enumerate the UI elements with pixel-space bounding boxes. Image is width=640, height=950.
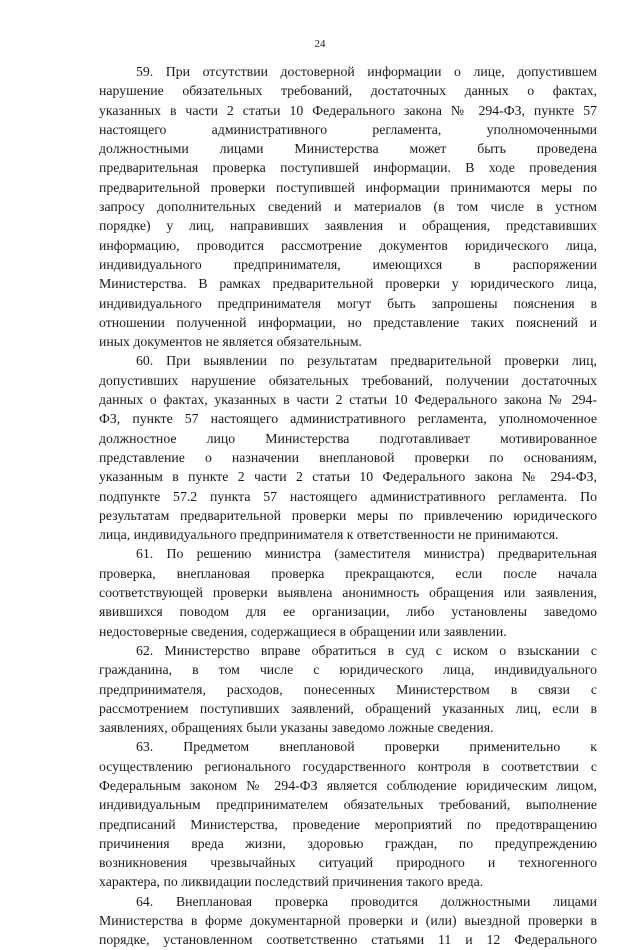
text-line: предварительная проверка поступившей информации. В ходе проведения [99,160,597,176]
text-line: характера, по ликвидации последствий причинения такого вреда. [99,874,484,890]
text-line: предписаний Министерства, проведение мероприятий по предотвращению [99,816,597,832]
text-line: явившихся поводом для ее организации, либо установлены заведомо [99,604,597,620]
text-line: представление о назначении внеплановой проверки по основаниям, [99,449,597,465]
text-line: отношении полученной информации, но представление таких пояснений и [99,314,597,330]
text-line: 61. По решению министра (заместителя министра) предварительная [136,546,597,562]
text-line: лица, индивидуального предпринимателя к ответственности не принимаются. [99,527,559,543]
text-line: индивидуального предпринимателя могут быть запрошены пояснения в [99,295,597,311]
text-line: рассмотрением поступивших заявлений, обращений указанных лиц, если в [99,700,597,716]
text-line: возникновения чрезвычайных ситуаций природного и техногенного [99,855,597,871]
text-line: причинения вреда жизни, здоровью граждан, по предупреждению [99,835,597,851]
text-line: Министерства. В рамках предварительной проверки у юридического лица, [99,276,597,292]
text-line: 63. Предметом внеплановой проверки применительно к [136,739,597,755]
paragraph-p60 [99,351,597,544]
paragraph-p61 [99,544,597,640]
text-line: заявлениях, обращениях были указаны заведомо ложные сведения. [99,720,494,736]
text-line: 60. При выявлении по результатам предварительной проверки лиц, [136,353,597,369]
text-line: должностными лицами Министерства может быть проведена [99,141,597,157]
text-line: указанных в части 2 статьи 10 Федерального закона № 294-ФЗ, пункте 57 [99,102,597,118]
text-line: 62. Министерство вправе обратиться в суд с иском о взыскании с [136,642,597,658]
text-line: подпункте 57.2 пункта 57 настоящего административного регламента. По [99,488,597,504]
page-number: 24 [314,38,326,50]
text-line: недостоверные сведения, содержащиеся в обращении или заявлении. [99,623,507,639]
text-line: гражданина, в том числе с юридического лица, индивидуального [99,662,597,678]
text-line: порядке) у лиц, направивших заявления и обращения, представивших [99,218,597,234]
text-line: результатам предварительной проверки меры по привлечению юридического [99,507,597,523]
text-line: 64. Внеплановая проверка проводится должностными лицами [136,893,597,909]
text-line: индивидуальным предпринимателем обязательных требований, выполнение [99,797,597,813]
text-line: индивидуального предпринимателя, имеющихся в распоряжении [99,256,597,272]
text-line: проверка, внеплановая проверка прекращаются, если после начала [99,565,597,581]
paragraph-p64 [99,892,597,950]
text-line: предпринимателя, расходов, понесенных Министерством в связи с [99,681,597,697]
text-line: соответствующей проверки выявлена анонимность обращения или заявления, [99,585,597,601]
text-line: ФЗ, пункте 57 настоящего административного регламента, уполномоченное [99,411,597,427]
text-line: данных о фактах, указанных в части 2 статьи 10 Федерального закона № 294- [99,392,597,408]
text-line: должностное лицо Министерства подготавливает мотивированное [99,430,597,446]
text-line: информацию, проводится рассмотрение документов юридического лица, [99,237,597,253]
text-line: допустивших нарушение обязательных требований, получении достаточных [99,372,597,388]
text-line: нарушение обязательных требований, достаточных данных о фактах, [99,83,597,99]
text-line: осуществлению регионального государственного контроля в соответствии с [99,758,597,774]
text-line: порядке, установленном соответственно статьями 11 и 12 Федерального [99,932,597,948]
paragraph-p62 [99,641,597,737]
document-body [99,62,597,950]
text-line: Министерства в форме документарной проверки и (или) выездной проверки в [99,913,597,929]
text-line: иных документов не является обязательным. [99,334,362,350]
text-line: Федеральным законом № 294-ФЗ является соблюдение юридическим лицом, [99,777,597,793]
text-line: указанным в пункте 2 части 2 статьи 10 Федерального закона № 294-ФЗ, [99,469,597,485]
paragraph-p59 [99,62,597,351]
text-line: 59. При отсутствии достоверной информации о лице, допустившем [136,64,597,79]
text-line: предварительной проверки поступившей информации принимаются меры по [99,179,597,195]
text-line: настоящего административного регламента, уполномоченными [99,121,597,137]
text-line: запросу дополнительных сведений и материалов (в том числе в устном [99,199,597,215]
paragraph-p63 [99,737,597,891]
